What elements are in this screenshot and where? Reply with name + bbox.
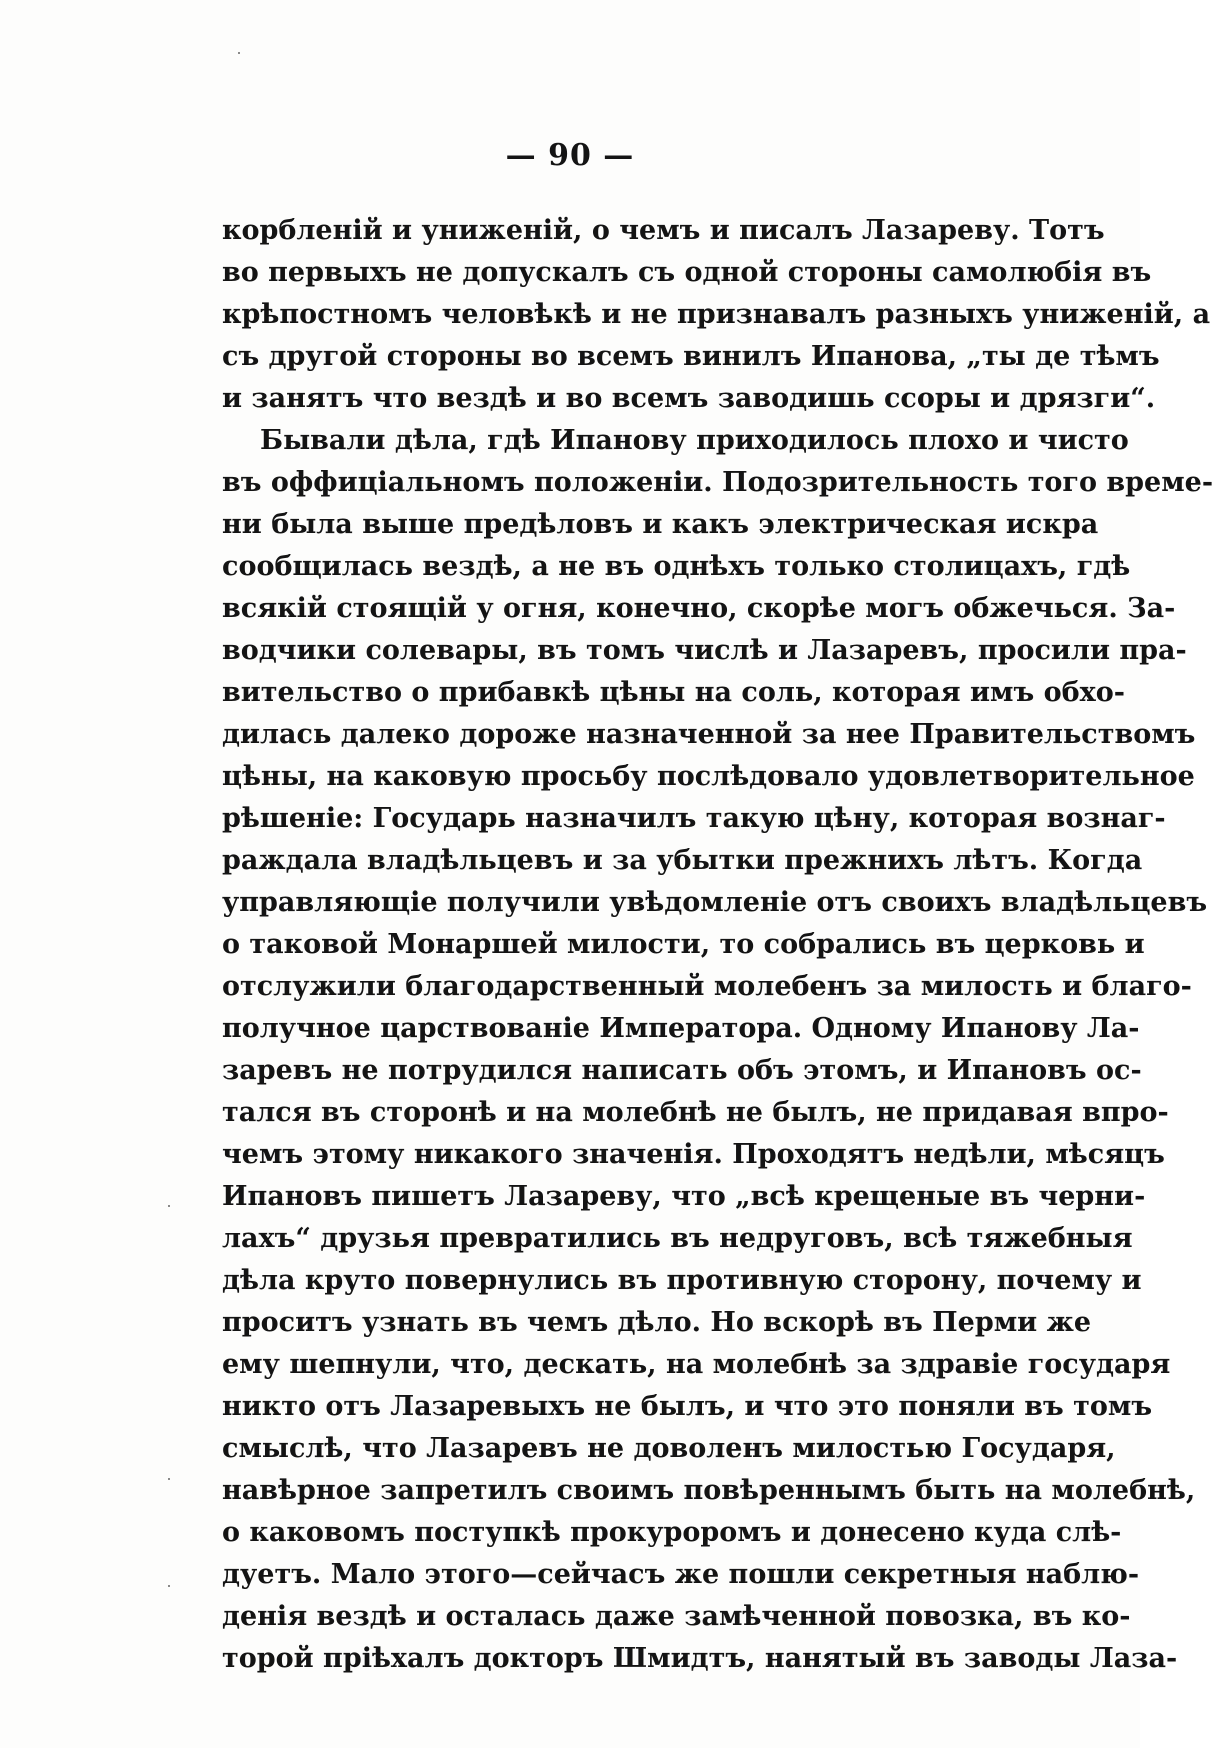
text-line: водчики солевары, въ томъ числѣ и Лазаревъ, просили пра- — [222, 635, 1187, 666]
text-line: ни была выше предѣловъ и какъ электрическая искра — [222, 509, 1099, 540]
text-line: и занятъ что вездѣ и во всемъ заводишь ссоры и дрязги“. — [222, 383, 1156, 414]
text-line: сообщилась вездѣ, а не въ однѣхъ только столицахъ, гдѣ — [222, 551, 1131, 582]
text-line: смыслѣ, что Лазаревъ не доволенъ милостью Государя, — [222, 1433, 1116, 1464]
text-line: управляющіе получили увѣдомленіе отъ своихъ владѣльцевъ — [222, 887, 1208, 918]
text-line: дѣла круто повернулись въ противную сторону, почему и — [222, 1265, 1142, 1296]
text-line: отслужили благодарственный молебенъ за милость и благо- — [222, 971, 1192, 1002]
text-line: проситъ узнать въ чемъ дѣло. Но вскорѣ въ Перми же — [222, 1307, 1092, 1338]
text-line: заревъ не потрудился написать объ этомъ, и Ипановъ ос- — [222, 1055, 1142, 1086]
page-number: — 90 — — [505, 138, 635, 173]
text-line: вительство о прибавкѣ цѣны на соль, которая имъ обхо- — [222, 677, 1125, 708]
text-line: о таковой Монаршей милости, то собрались въ церковь и — [222, 929, 1145, 960]
text-line: денія вездѣ и осталась даже замѣченной повозка, въ ко- — [222, 1601, 1131, 1632]
text-line: ему шепнули, что, дескать, на молебнѣ за здравіе государя — [222, 1349, 1171, 1380]
text-line: никто отъ Лазаревыхъ не былъ, и что это поняли въ томъ — [222, 1391, 1153, 1422]
text-line: о каковомъ поступкѣ прокуроромъ и донесено куда слѣ- — [222, 1517, 1122, 1548]
text-line: во первыхъ не допускалъ съ одной стороны самолюбія въ — [222, 257, 1152, 288]
text-line: чемъ этому никакого значенія. Проходятъ недѣли, мѣсяцъ — [222, 1139, 1165, 1170]
text-line: навѣрное запретилъ своимъ повѣреннымъ быть на молебнѣ, — [222, 1475, 1196, 1506]
text-line: дуетъ. Мало этого—сейчасъ же пошли секретныя наблю- — [222, 1559, 1140, 1590]
text-line: крѣпостномъ человѣкѣ и не признавалъ разныхъ униженій, а — [222, 299, 1211, 330]
scan-speck — [168, 1478, 170, 1480]
body-text — [222, 210, 1213, 1680]
text-line: торой пріѣхалъ докторъ Шмидтъ, нанятый въ заводы Лаза- — [222, 1643, 1178, 1674]
scan-speck — [168, 1585, 170, 1587]
text-line: всякій стоящій у огня, конечно, скорѣе могъ обжечься. За- — [222, 593, 1176, 624]
text-line: съ другой стороны во всемъ винилъ Ипанова, „ты де тѣмъ — [222, 341, 1160, 372]
text-line: Бывали дѣла, гдѣ Ипанову приходилось плохо и чисто — [260, 425, 1129, 456]
scan-speck — [238, 52, 240, 54]
text-line: дилась далеко дороже назначенной за нее Правительствомъ — [222, 719, 1196, 750]
text-line: тался въ сторонѣ и на молебнѣ не былъ, не придавая впро- — [222, 1097, 1169, 1128]
scan-speck — [168, 1205, 170, 1207]
text-line: раждала владѣльцевъ и за убытки прежнихъ лѣтъ. Когда — [222, 845, 1143, 876]
text-line: получное царствованіе Императора. Одному Ипанову Ла- — [222, 1013, 1140, 1044]
text-line: корбленій и униженій, о чемъ и писалъ Лазареву. Тотъ — [222, 215, 1105, 246]
text-line: въ оффиціальномъ положеніи. Подозрительность того време- — [222, 467, 1213, 498]
text-line: цѣны, на каковую просьбу послѣдовало удовлетворительное — [222, 761, 1195, 792]
text-line: Ипановъ пишетъ Лазареву, что „всѣ крещеные въ черни- — [222, 1181, 1146, 1212]
text-line: рѣшеніе: Государь назначилъ такую цѣну, которая вознаг- — [222, 803, 1166, 834]
text-line: лахъ“ друзья превратились въ недруговъ, всѣ тяжебныя — [222, 1223, 1133, 1254]
